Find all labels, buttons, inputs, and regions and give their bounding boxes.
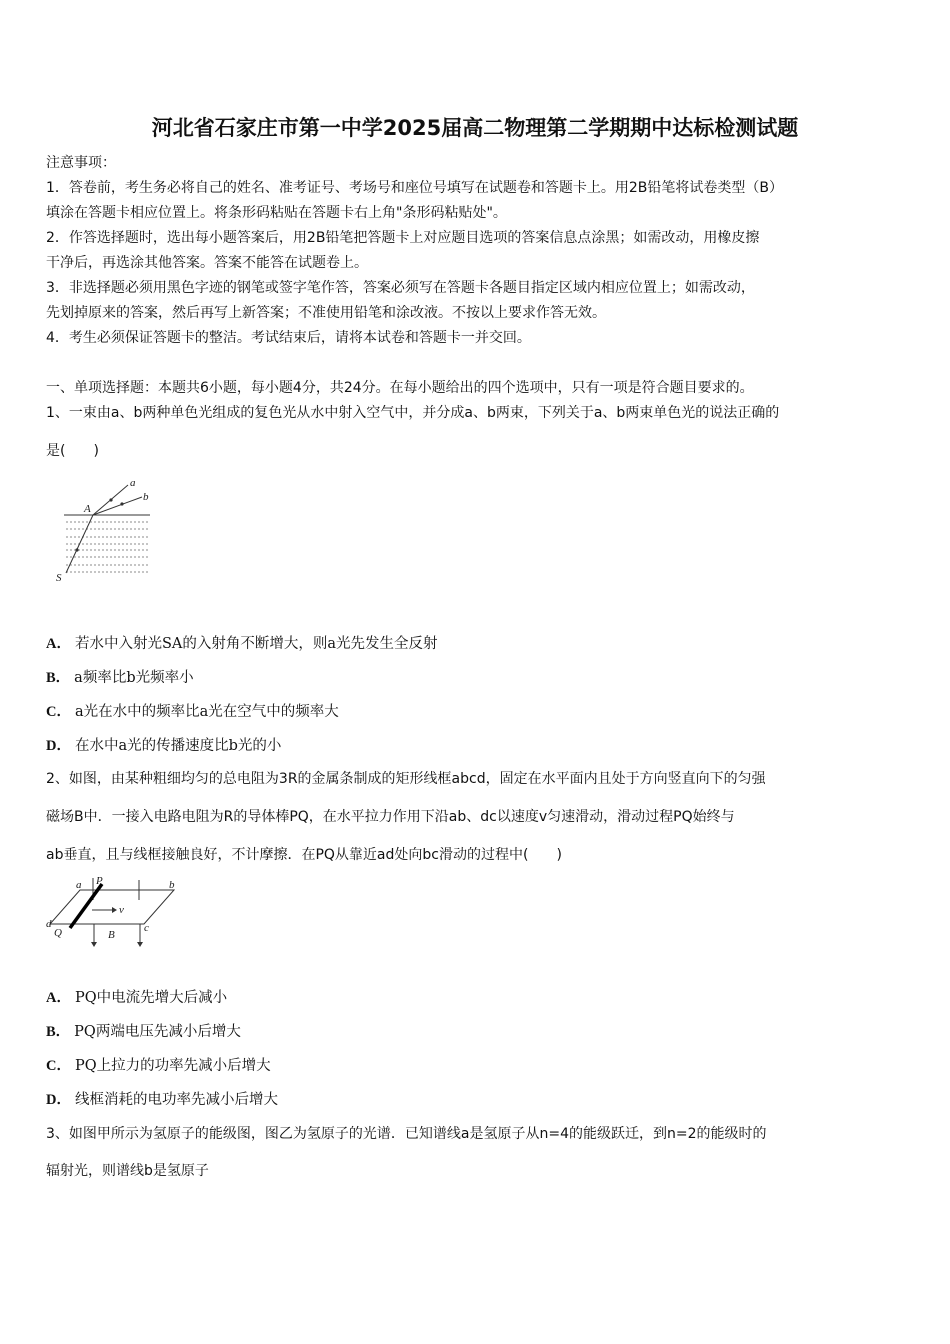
notice-heading: 注意事项：: [46, 155, 116, 171]
ray-a-label: a: [130, 477, 136, 489]
notice-line: 1．答卷前，考生务必将自己的姓名、准考证号、考场号和座位号填写在试题卷和答题卡上。用2B铅笔将试卷类型（B）: [46, 180, 784, 196]
question-3-stem-cont: 辐射光，则谱线b是氢原子: [46, 1163, 209, 1179]
q2-option-d[interactable]: D． 线框消耗的电功率先减小后增大: [46, 1092, 278, 1108]
ray-b-label: b: [143, 491, 149, 503]
section-heading: 一、单项选择题：本题共6小题，每小题4分，共24分。在每小题给出的四个选项中，只有一项是符合题目要求的。: [46, 380, 754, 396]
notice-line: 填涂在答题卡相应位置上。将条形码粘贴在答题卡右上角"条形码粘贴处"。: [46, 205, 507, 221]
corner-d-label: d: [46, 918, 52, 930]
notice-line: 干净后，再选涂其他答案。答案不能答在试题卷上。: [46, 255, 368, 271]
notice-line: 2．作答选择题时，选出每小题答案后，用2B铅笔把答题卡上对应题目选项的答案信息点涂黑；如需改动，用橡皮擦: [46, 230, 760, 246]
q1-option-b[interactable]: B． a频率比b光频率小: [46, 670, 194, 686]
q2-option-b[interactable]: B． PQ两端电压先减小后增大: [46, 1024, 241, 1040]
point-q-label: Q: [54, 927, 62, 939]
velocity-label: v: [119, 904, 124, 916]
question-2-stem-cont: ab垂直，且与线框接触良好，不计摩擦．在PQ从靠近ad处向bc滑动的过程中( ): [46, 847, 562, 863]
question-2-stem-cont: 磁场B中．一接入电路电阻为R的导体棒PQ，在水平拉力作用下沿ab、dc以速度v匀速滑动，滑动过程PQ始终与: [46, 809, 735, 825]
q1-option-c[interactable]: C． a光在水中的频率比a光在空气中的频率大: [46, 704, 339, 720]
q2-option-a[interactable]: A． PQ中电流先增大后减小: [46, 990, 228, 1006]
question-2-stem: 2、如图，由某种粗细均匀的总电阻为3R的金属条制成的矩形线框abcd，固定在水平面内且处于方向竖直向下的匀强: [46, 771, 766, 787]
notice-line: 4．考生必须保证答题卡的整洁。考试结束后，请将本试卷和答题卡一并交回。: [46, 330, 531, 346]
corner-a-label: a: [76, 879, 82, 891]
point-p-label: P: [96, 875, 103, 887]
frame-figure: [44, 874, 194, 949]
q1-option-a[interactable]: A． 若水中入射光SA的入射角不断增大，则a光先发生全反射: [46, 636, 438, 652]
corner-c-label: c: [144, 922, 149, 934]
notice-line: 先划掉原来的答案，然后再写上新答案；不准使用铅笔和涂改液。不按以上要求作答无效。: [46, 305, 606, 321]
point-s-label: S: [56, 572, 62, 584]
question-1-stem-cont: 是( ): [46, 443, 99, 459]
refraction-figure: [50, 475, 160, 585]
question-1-stem: 1、一束由a、b两种单色光组成的复色光从水中射入空气中，并分成a、b两束，下列关于a、b两束单色光的说法正确的: [46, 405, 780, 421]
q1-option-d[interactable]: D． 在水中a光的传播速度比b光的小: [46, 738, 282, 754]
corner-b-label: b: [169, 879, 175, 891]
q2-option-c[interactable]: C． PQ上拉力的功率先减小后增大: [46, 1058, 271, 1074]
point-a-label: A: [84, 503, 91, 515]
field-b-label: B: [108, 929, 115, 941]
question-3-stem: 3、如图甲所示为氢原子的能级图，图乙为氢原子的光谱．已知谱线a是氢原子从n=4的能级跃迁，到n=2的能级时的: [46, 1126, 767, 1142]
page-title: 河北省石家庄市第一中学2025届高二物理第二学期期中达标检测试题: [151, 116, 799, 140]
notice-line: 3．非选择题必须用黑色字迹的钢笔或签字笔作答，答案必须写在答题卡各题目指定区域内相应位置上；如需改动，: [46, 280, 755, 296]
